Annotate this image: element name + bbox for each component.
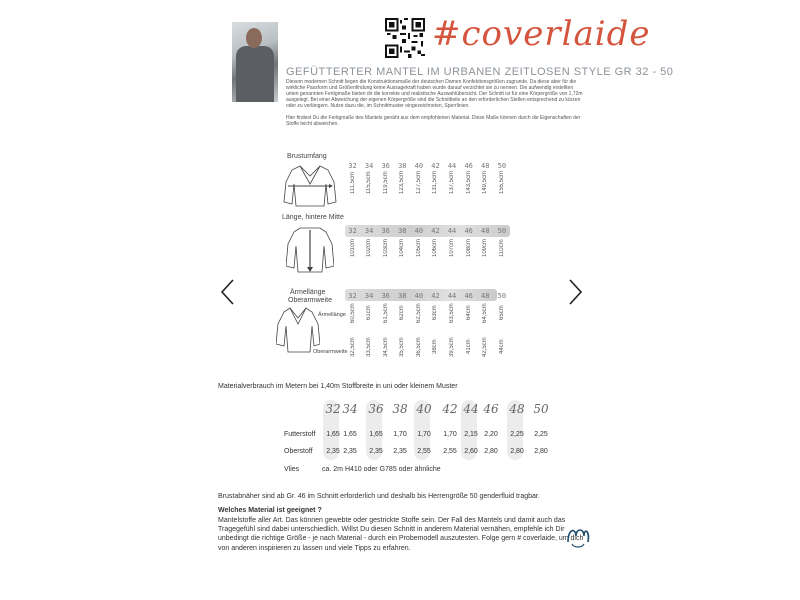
bust-value: 137,5cm — [449, 170, 456, 194]
size-header: 44 — [447, 227, 457, 235]
upper_arm-value: 34,5cm — [382, 337, 389, 357]
size-header: 50 — [497, 292, 507, 300]
size-header: 50 — [497, 227, 507, 235]
size-column — [429, 290, 442, 358]
upper_arm-value: 33,5cm — [366, 337, 373, 357]
coat-front-sketch — [282, 162, 338, 210]
size-header: 46 — [464, 227, 473, 235]
size-column — [363, 225, 376, 259]
size-header: 34 — [364, 227, 374, 235]
size-column — [429, 160, 442, 194]
size-header: 32 — [348, 292, 357, 300]
size-column — [479, 290, 492, 358]
back_length-value: 103cm — [382, 239, 389, 258]
back_length-value: 107cm — [449, 239, 456, 258]
upper_arm-value: 35,5cm — [399, 337, 406, 357]
size-header: 36 — [381, 162, 390, 170]
coat-sleeve-sketch — [276, 304, 320, 354]
material-cell: 2,55 — [417, 448, 431, 455]
brand-logo-text: #coverlaide — [432, 14, 651, 54]
cm-logo-icon — [564, 522, 592, 550]
size-column — [396, 225, 409, 259]
size-column — [446, 160, 459, 194]
qr-code-icon — [385, 18, 425, 58]
size-header: 36 — [381, 292, 390, 300]
size-column — [479, 225, 492, 259]
bust-label: Brustumfang — [287, 153, 327, 160]
upper_arm-value: 44cm — [498, 339, 505, 355]
product-headline: GEFÜTTERTER MANTEL IM URBANEN ZEITLOSEN STYLE GR 32 - 50 — [286, 66, 674, 78]
size-column — [412, 225, 425, 259]
back_length-value: 108cm — [465, 239, 472, 258]
intro-text — [286, 79, 586, 133]
material-cell: 2,55 — [443, 448, 457, 455]
previous-arrow-button[interactable] — [218, 278, 238, 306]
material-cell: 1,65 — [369, 431, 383, 438]
sleeve-value: 62,5cm — [415, 303, 422, 323]
size-column — [495, 160, 508, 194]
size-column — [363, 290, 376, 358]
bust-value: 127,5cm — [415, 170, 422, 194]
back-length-size-grid — [346, 225, 512, 259]
back_length-value: 102cm — [366, 239, 373, 258]
size-header: 40 — [414, 227, 424, 235]
sleeve-value: 60,5cm — [349, 303, 356, 323]
material-cell: 2,80 — [484, 448, 498, 455]
size-header: 34 — [364, 162, 374, 170]
next-arrow-button[interactable] — [565, 278, 585, 306]
material-cell: 2,35 — [369, 448, 383, 455]
coat-back-sketch — [286, 226, 334, 274]
size-header: 38 — [398, 292, 407, 300]
vlies-text: ca. 2m H410 oder G785 oder ähnliche — [322, 466, 441, 473]
material-size-header: 48 — [509, 402, 525, 416]
size-column — [396, 290, 409, 358]
size-header: 48 — [481, 227, 490, 235]
sleeve-header-label: Ärmellänge — [290, 289, 326, 296]
material-cell: 2,35 — [393, 448, 407, 455]
bust-value: 119,5cm — [382, 171, 389, 194]
material-cell: 2,25 — [534, 431, 548, 438]
size-header: 38 — [398, 227, 407, 235]
size-column — [379, 290, 392, 358]
upper_arm-value: 39,5cm — [449, 337, 456, 357]
sleeve-value: 62cm — [399, 305, 406, 321]
bust-value: 155,5cm — [498, 170, 505, 194]
material-size-header: 44 — [463, 402, 479, 416]
back_length-value: 110cm — [498, 239, 505, 257]
material-question-title: Welches Material ist geeignet ? — [218, 507, 322, 514]
size-column — [396, 160, 409, 194]
sleeve-value: 65cm — [498, 305, 505, 321]
size-column — [379, 225, 392, 259]
vlies-label: Vlies — [284, 466, 300, 473]
size-header: 34 — [364, 292, 374, 300]
size-header: 42 — [431, 227, 440, 235]
size-header: 40 — [414, 292, 424, 300]
bust-size-grid — [346, 160, 512, 194]
sleeve-value: 63cm — [432, 305, 439, 321]
chevron-right-icon — [565, 278, 585, 306]
size-column — [379, 160, 392, 194]
upper-arm-row-label: Oberarmweite — [313, 349, 348, 355]
material-size-header: 42 — [442, 402, 458, 416]
material-size-header: 32 — [325, 402, 341, 416]
size-header: 46 — [464, 162, 473, 170]
intro-paragraph-2: Hier findest Du die Fertigmaße des Mantels genäht aus dem empfohlenen Material. Diese Maße können durch die Eigenschaften der Stoffe leicht abweichen. — [286, 115, 581, 127]
size-column — [363, 160, 376, 194]
size-column — [412, 160, 425, 194]
size-column — [479, 160, 492, 194]
bust-value: 115,5cm — [366, 171, 373, 194]
size-column — [446, 225, 459, 259]
back_length-value: 109cm — [482, 239, 489, 258]
size-column — [495, 225, 508, 259]
model-photo — [232, 22, 278, 102]
bust-value: 111,5cm — [349, 171, 356, 194]
size-column — [446, 290, 459, 358]
size-header: 46 — [464, 292, 473, 300]
upper_arm-value: 32,5cm — [349, 337, 356, 357]
bust-dart-note: Brustabnäher sind ab Gr. 46 im Schnitt erforderlich und deshalb bis Herrengröße 50 genderfluid tragbar. — [218, 493, 540, 500]
sleeve-value: 64cm — [465, 305, 472, 321]
size-column — [495, 290, 508, 358]
material-cell: 2,20 — [484, 431, 498, 438]
sleeve-value: 64,5cm — [482, 303, 489, 323]
size-header: 40 — [414, 162, 424, 170]
bust-value: 149,5cm — [482, 170, 489, 194]
upper_arm-value: 42,5cm — [482, 337, 489, 357]
back_length-value: 106cm — [432, 239, 439, 258]
material-size-header: 46 — [483, 402, 499, 416]
upper_arm-value: 38cm — [432, 339, 439, 355]
sleeve-size-grid — [346, 290, 512, 358]
size-column — [346, 160, 359, 194]
size-header: 48 — [481, 162, 490, 170]
back_length-value: 101cm — [349, 239, 356, 258]
material-question-text: Mantelstoffe aller Art. Das können gewebte oder gestrickte Stoffe sein. Der Fall des Mantels und damit auch das Tragegefühl sind dabei unterschiedlich. Willst Du diesen Schnitt in anderem Material vernähen, empfehle ich Dir unbedingt die richtige Größe - je nach Material - durch ein Probemodell auszutesten. Folge gern # coverlaide, um dich von anderen inspirieren zu lassen und viele Tipps zu erfahren. — [218, 517, 584, 552]
sleeve-row-label: Ärmellänge — [318, 312, 346, 318]
back_length-value: 105cm — [415, 239, 422, 258]
material-size-header: 36 — [368, 402, 384, 416]
material-cell: 2,80 — [510, 448, 524, 455]
size-header: 44 — [447, 292, 457, 300]
size-column — [462, 160, 475, 194]
material-cell: 1,65 — [326, 431, 340, 438]
size-column — [429, 225, 442, 259]
back-length-label: Länge, hintere Mitte — [282, 214, 344, 221]
material-title: Materialverbrauch im Metern bei 1,40m Stoffbreite in uni oder kleinem Muster — [218, 383, 458, 390]
upper-arm-header-label: Oberarmweite — [288, 297, 332, 304]
size-column — [346, 225, 359, 259]
size-header: 44 — [447, 162, 457, 170]
size-header: 32 — [348, 162, 357, 170]
material-cell: 1,65 — [343, 431, 357, 438]
material-size-header: 40 — [416, 402, 432, 416]
material-cell: 1,70 — [417, 431, 431, 438]
size-header: 36 — [381, 227, 390, 235]
size-column — [412, 290, 425, 358]
size-header: 38 — [398, 162, 407, 170]
size-column — [462, 290, 475, 358]
size-header: 32 — [348, 227, 357, 235]
sleeve-value: 61,5cm — [382, 303, 389, 323]
oberstoff-label: Oberstoff — [284, 448, 313, 455]
bust-value: 123,5cm — [399, 170, 406, 194]
material-cell: 1,70 — [443, 431, 457, 438]
material-cell: 2,60 — [464, 448, 478, 455]
material-cell: 2,35 — [326, 448, 340, 455]
chevron-left-icon — [218, 278, 238, 306]
material-cell: 1,70 — [393, 431, 407, 438]
size-column — [346, 290, 359, 358]
material-cell: 2,25 — [510, 431, 524, 438]
bust-value: 131,5cm — [432, 170, 439, 194]
futterstoff-label: Futterstoff — [284, 431, 316, 438]
size-header: 42 — [431, 292, 440, 300]
back_length-value: 104cm — [399, 239, 406, 258]
size-header: 48 — [481, 292, 490, 300]
size-header: 42 — [431, 162, 440, 170]
material-cell: 2,15 — [464, 431, 478, 438]
upper_arm-value: 36,5cm — [415, 337, 422, 357]
material-cell: 2,35 — [343, 448, 357, 455]
material-size-header: 34 — [342, 402, 358, 416]
sleeve-value: 63,5cm — [449, 303, 456, 323]
material-cell: 2,80 — [534, 448, 548, 455]
upper_arm-value: 41cm — [465, 339, 472, 355]
size-column — [462, 225, 475, 259]
size-header: 50 — [497, 162, 507, 170]
bust-value: 143,5cm — [465, 170, 472, 194]
sleeve-value: 61cm — [366, 305, 373, 321]
material-size-header: 50 — [533, 402, 549, 416]
intro-paragraph-1: Diesem modernen Schnitt liegen die Konstruktionsmaße der deutschen Damen Konfektionsgrößen zugrunde. Da diese aber für die wirkliche Passform und Größenfindung keine Aussagekraft haben wurde darauf verzichtet sie zu nennen. Die aufwendig erstellten unten genannten Fertigmaße bieten dir die korrekte und realistische Auswahlübersicht. Der Schnitt ist für eine Körpergröße von 1,72m ausgelegt. Bei einer Abweichung der eigenen Körpergröße sind die Schnittteile an den erforderlichen Stellen entsprechend zu kürzen oder zu verlängern. Nutze dazu die, im Schnittmuster eingezeichneten, Sperrlinien. — [286, 79, 583, 109]
material-size-header: 38 — [392, 402, 408, 416]
